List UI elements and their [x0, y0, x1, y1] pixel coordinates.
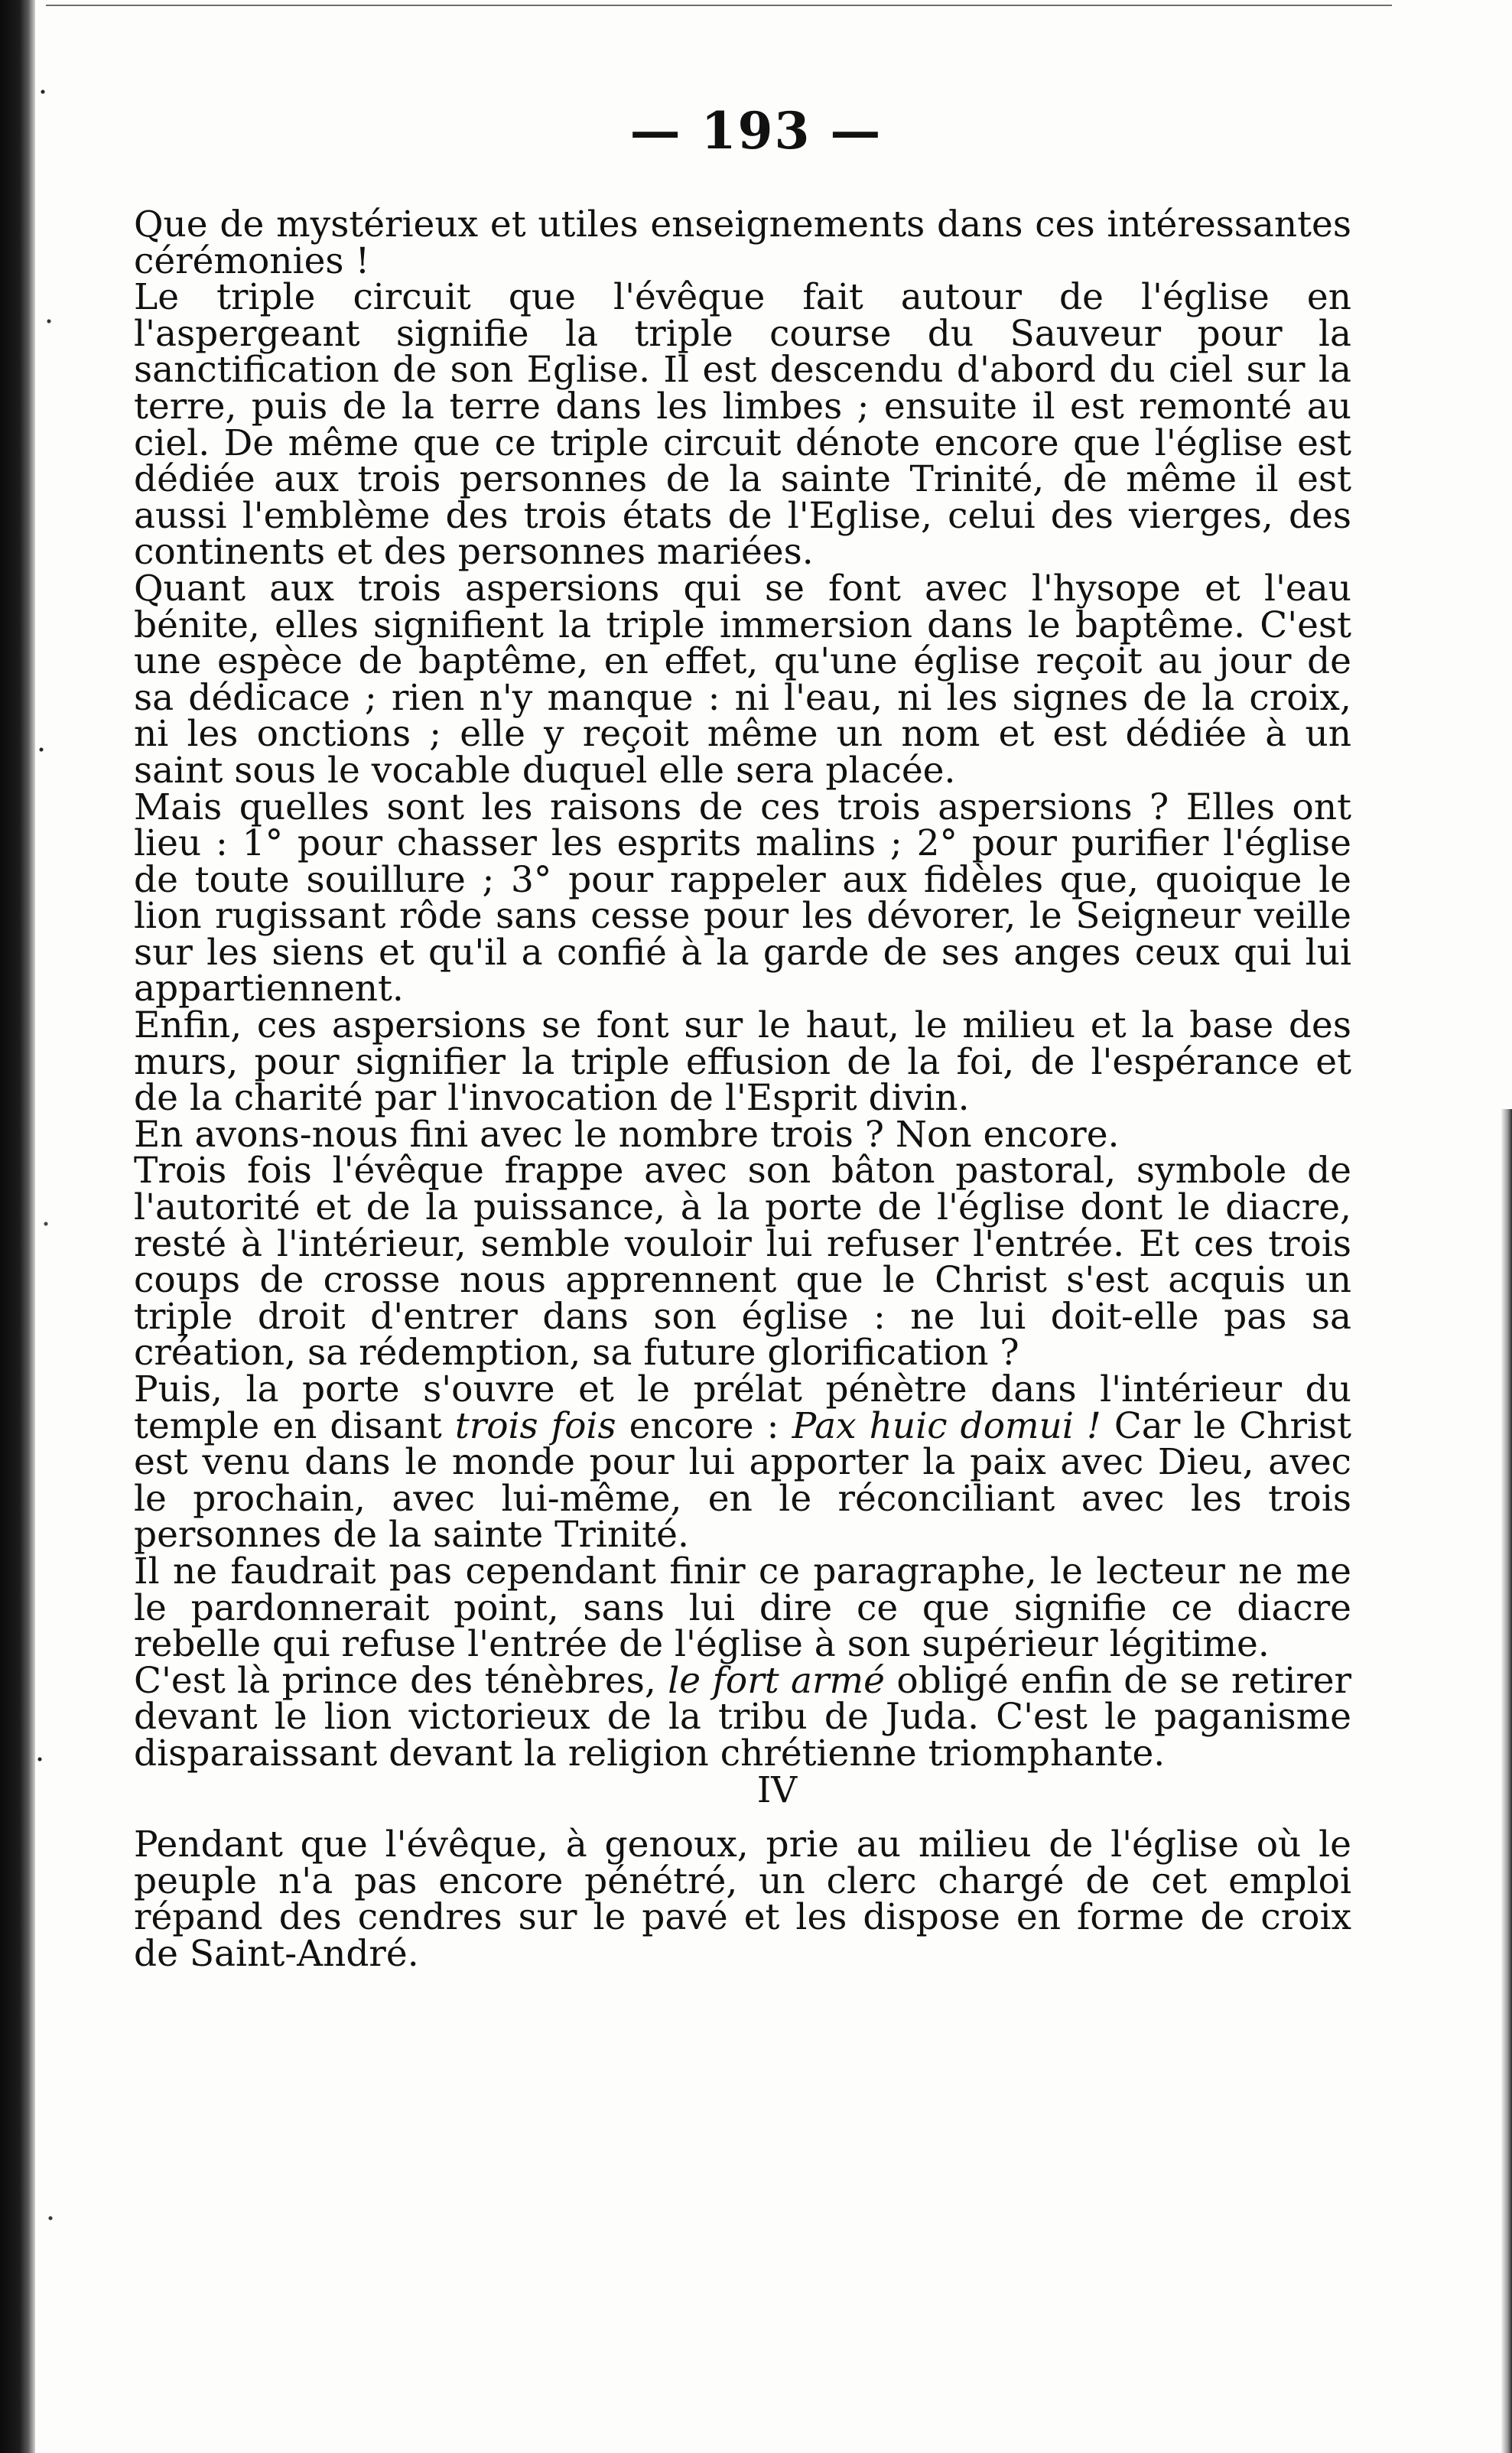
porte-italic-trois-fois: trois fois [454, 1404, 616, 1447]
page-right-edge [1501, 1109, 1512, 2453]
tenebres-text-1: C'est là prince des ténèbres, [134, 1659, 668, 1702]
binding-edge [0, 0, 35, 2453]
tenebres-italic-fort-arme: le fort armé [668, 1659, 885, 1702]
body-text [134, 203, 1351, 1975]
porte-text-1: Puis, la porte s'ouvre et le prélat pénètre dans l'intérieur du temple en disant [134, 1368, 1351, 1447]
page-number: — 193 — [629, 101, 883, 161]
paragraph-diacre: Il ne faudrait pas cependant finir ce paragraphe, le lecteur ne me le pardonnerait point, sans lui dire ce que signifie ce diacre rebelle qui refuse l'entrée de l'église à son supérieur légitime. [134, 1550, 1351, 1666]
top-scan-line [46, 5, 1392, 6]
paragraph-nombre-trois: En avons-nous fini avec le nombre trois ? Non encore. [134, 1113, 1120, 1156]
porte-text-3: Car le Christ est venu dans le monde pour lui apporter la paix avec Dieu, avec le prochain, avec lui-même, en le réconciliant avec les trois personnes de la sainte Trinité. [134, 1404, 1351, 1557]
porte-text-2: encore : [616, 1404, 792, 1447]
paragraph-intro: Que de mystérieux et utiles enseignements dans ces intéressantes cérémonies ! [134, 203, 1351, 282]
porte-italic-pax: Pax huic domui ! [792, 1404, 1101, 1447]
paragraph-porte [134, 1368, 1351, 1557]
scan-specks [35, 0, 66, 2453]
section-heading-iv: IV [756, 1768, 798, 1811]
tenebres-text-2: obligé enfin de se retirer devant le lion victorieux de la tribu de Juda. C'est le paganisme disparaissant devant la religion chrétienne triomphante. [134, 1659, 1351, 1775]
paragraph-baton-pastoral: Trois fois l'évêque frappe avec son bâton pastoral, symbole de l'autorité et de la puissance, à la porte de l'église dont le diacre, resté à l'intérieur, semble vouloir lui refuser l'entrée. Et ces trois coups de crosse nous apprennent que le Christ s'est acquis un triple droit d'entrer dans son église : ne lui doit-elle pas sa création, sa rédemption, sa future glorification ? [134, 1150, 1351, 1375]
paragraph-aspersions: Quant aux trois aspersions qui se font avec l'hysope et l'eau bénite, elles signifient la triple immersion dans le baptême. C'est une espèce de baptême, en effet, qu'une église reçoit au jour de sa dédicace ; rien n'y manque : ni l'eau, ni les signes de la croix, ni les onctions ; elle y reçoit même un nom et est dédiée à un saint sous le vocable duquel elle sera placée. [134, 567, 1351, 792]
paragraph-cendres: Pendant que l'évêque, à genoux, prie au milieu de l'église où le peuple n'a pas encore pénétré, un clerc chargé de cet emploi répand des cendres sur le pavé et les dispose en forme de croix de Saint-André. [134, 1823, 1351, 1975]
paragraph-tenebres [134, 1659, 1351, 1775]
paragraph-triple-circuit: Le triple circuit que l'évêque fait autour de l'église en l'aspergeant signifie la triple course du Sauveur pour la sanctification de son Eglise. Il est descendu d'abord du ciel sur la terre, puis de la terre dans les limbes ; ensuite il est remonté au ciel. De même que ce triple circuit dénote encore que l'église est dédiée aux trois personnes de la sainte Trinité, de même il est aussi l'emblème des trois états de l'Eglise, celui des vierges, des continents et des personnes mariées. [134, 276, 1351, 574]
paragraph-murs: Enfin, ces aspersions se font sur le haut, le milieu et la base des murs, pour signifier la triple effusion de la foi, de l'espérance et de la charité par l'invocation de l'Esprit divin. [134, 1004, 1351, 1120]
paragraph-raisons: Mais quelles sont les raisons de ces trois aspersions ? Elles ont lieu : 1° pour chasser les esprits malins ; 2° pour purifier l'église de toute souillure ; 3° pour rappeler aux fidèles que, quoique le lion rugissant rôde sans cesse pour les dévorer, le Seigneur veille sur les siens et qu'il a confié à la garde de ses anges ceux qui lui appartiennent. [134, 786, 1351, 1010]
